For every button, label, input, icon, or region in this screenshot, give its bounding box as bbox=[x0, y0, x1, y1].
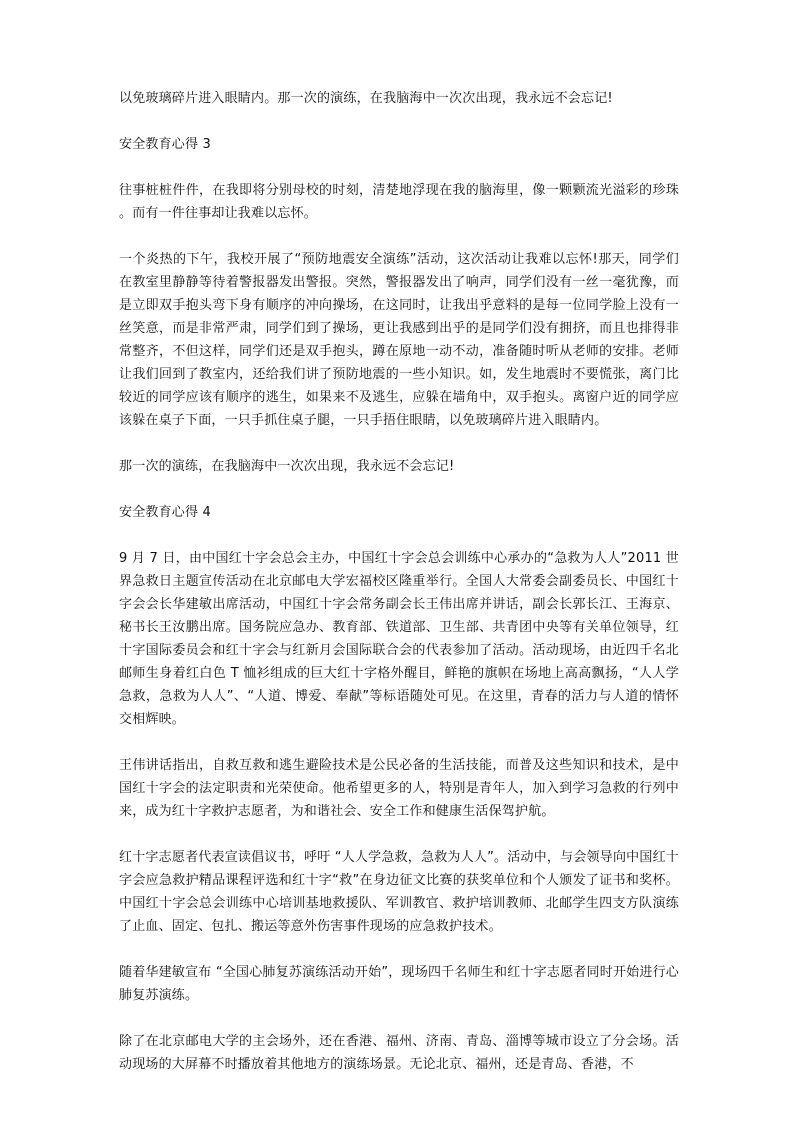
section-heading: 安全教育心得 4 bbox=[119, 505, 212, 520]
paragraph: 除了在北京邮电大学的主会场外，还在香港、福州、济南、青岛、淄博等城市设立了分会场。活动现场的大屏幕不时播放着其他地方的演练场景。无论北京、福州，还是青岛、香港，不 bbox=[119, 1034, 679, 1072]
document-body bbox=[119, 87, 679, 1099]
paragraph: 那一次的演练，在我脑海中一次次出现，我永远不会忘记! bbox=[119, 459, 455, 474]
paragraph: 红十字志愿者代表宣读倡议书，呼吁 “人人学急救，急救为人人”。活动中，与会领导向中国红十字会应急救护精品课程评选和红十字“救”在身边征文比赛的获奖单位和个人颁发了证书和奖杯。中国红十字会总会训练中心培训基地救援队、军训教官、救护培训教师、北邮学生四支方队演练了止血、固定、包扎、搬运等意外伤害事件现场的应急救护技术。 bbox=[119, 850, 679, 934]
paragraph: 王伟讲话指出，自救互救和逃生避险技术是公民必备的生活技能，而普及这些知识和技术，是中国红十字会的法定职责和光荣使命。他希望更多的人，特别是青年人，加入到学习急救的行列中来，成为红十字救护志愿者，为和谐社会、安全工作和健康生活保驾护航。 bbox=[119, 758, 679, 819]
paragraph: 随着华建敏宣布 “全国心肺复苏演练活动开始”，现场四千名师生和红十字志愿者同时开始进行心肺复苏演练。 bbox=[119, 965, 679, 1003]
paragraph: 以免玻璃碎片进入眼睛内。那一次的演练，在我脑海中一次次出现，我永远不会忘记! bbox=[119, 91, 613, 106]
paragraph: 9 月 7 日，由中国红十字会总会主办，中国红十字会总会训练中心承办的“急救为人人”2011 世界急救日主题宣传活动在北京邮电大学宏福校区隆重举行。全国人大常委会副委员长、中国红十字会会长华建敏出席活动，中国红十字会常务副会长王伟出席并讲话，副会长郭长江、王海京、秘书长王汝鹏出席。国务院应急办、教育部、铁道部、卫生部、共青团中央等有关单位领导，红十字国际委员会和红十字会与红新月会国际联合会的代表参加了活动。活动现场，由近四千名北邮师生身着红白色 T 恤衫组成的巨大红十字格外醒目，鲜艳的旗帜在场地上高高飘扬，“人人学急救，急救为人人”、“人道、博爱、奉献”等标语随处可见。在这里，青春的活力与人道的情怀交相辉映。 bbox=[119, 551, 679, 727]
section-heading: 安全教育心得 3 bbox=[119, 137, 212, 152]
paragraph: 一个炎热的下午，我校开展了“预防地震安全演练”活动，这次活动让我难以忘怀!那天，同学们在教室里静静等待着警报器发出警报。突然，警报器发出了响声，同学们没有一丝一毫犹豫，而是立即双手抱头弯下身有顺序的冲向操场，在这同时，让我出乎意料的是每一位同学脸上没有一丝笑意，而是非常严肃，同学们到了操场，更让我感到出乎的是同学们没有拥挤，而且也排得非常整齐，不但这样，同学们还是双手抱头，蹲在原地一动不动，准备随时听从老师的安排。老师让我们回到了教室内，还给我们讲了预防地震的一些小知识。如，发生地震时不要慌张，离门比较近的同学应该有顺序的逃生，如果来不及逃生，应躲在墙角中，双手抱头。离窗户近的同学应该躲在桌子下面，一只手抓住桌子腿，一只手捂住眼睛，以免玻璃碎片进入眼睛内。 bbox=[119, 252, 679, 428]
paragraph: 往事桩桩件件，在我即将分别母校的时刻，清楚地浮现在我的脑海里，像一颗颗流光溢彩的珍珠。而有一件往事却让我难以忘怀。 bbox=[119, 183, 679, 221]
